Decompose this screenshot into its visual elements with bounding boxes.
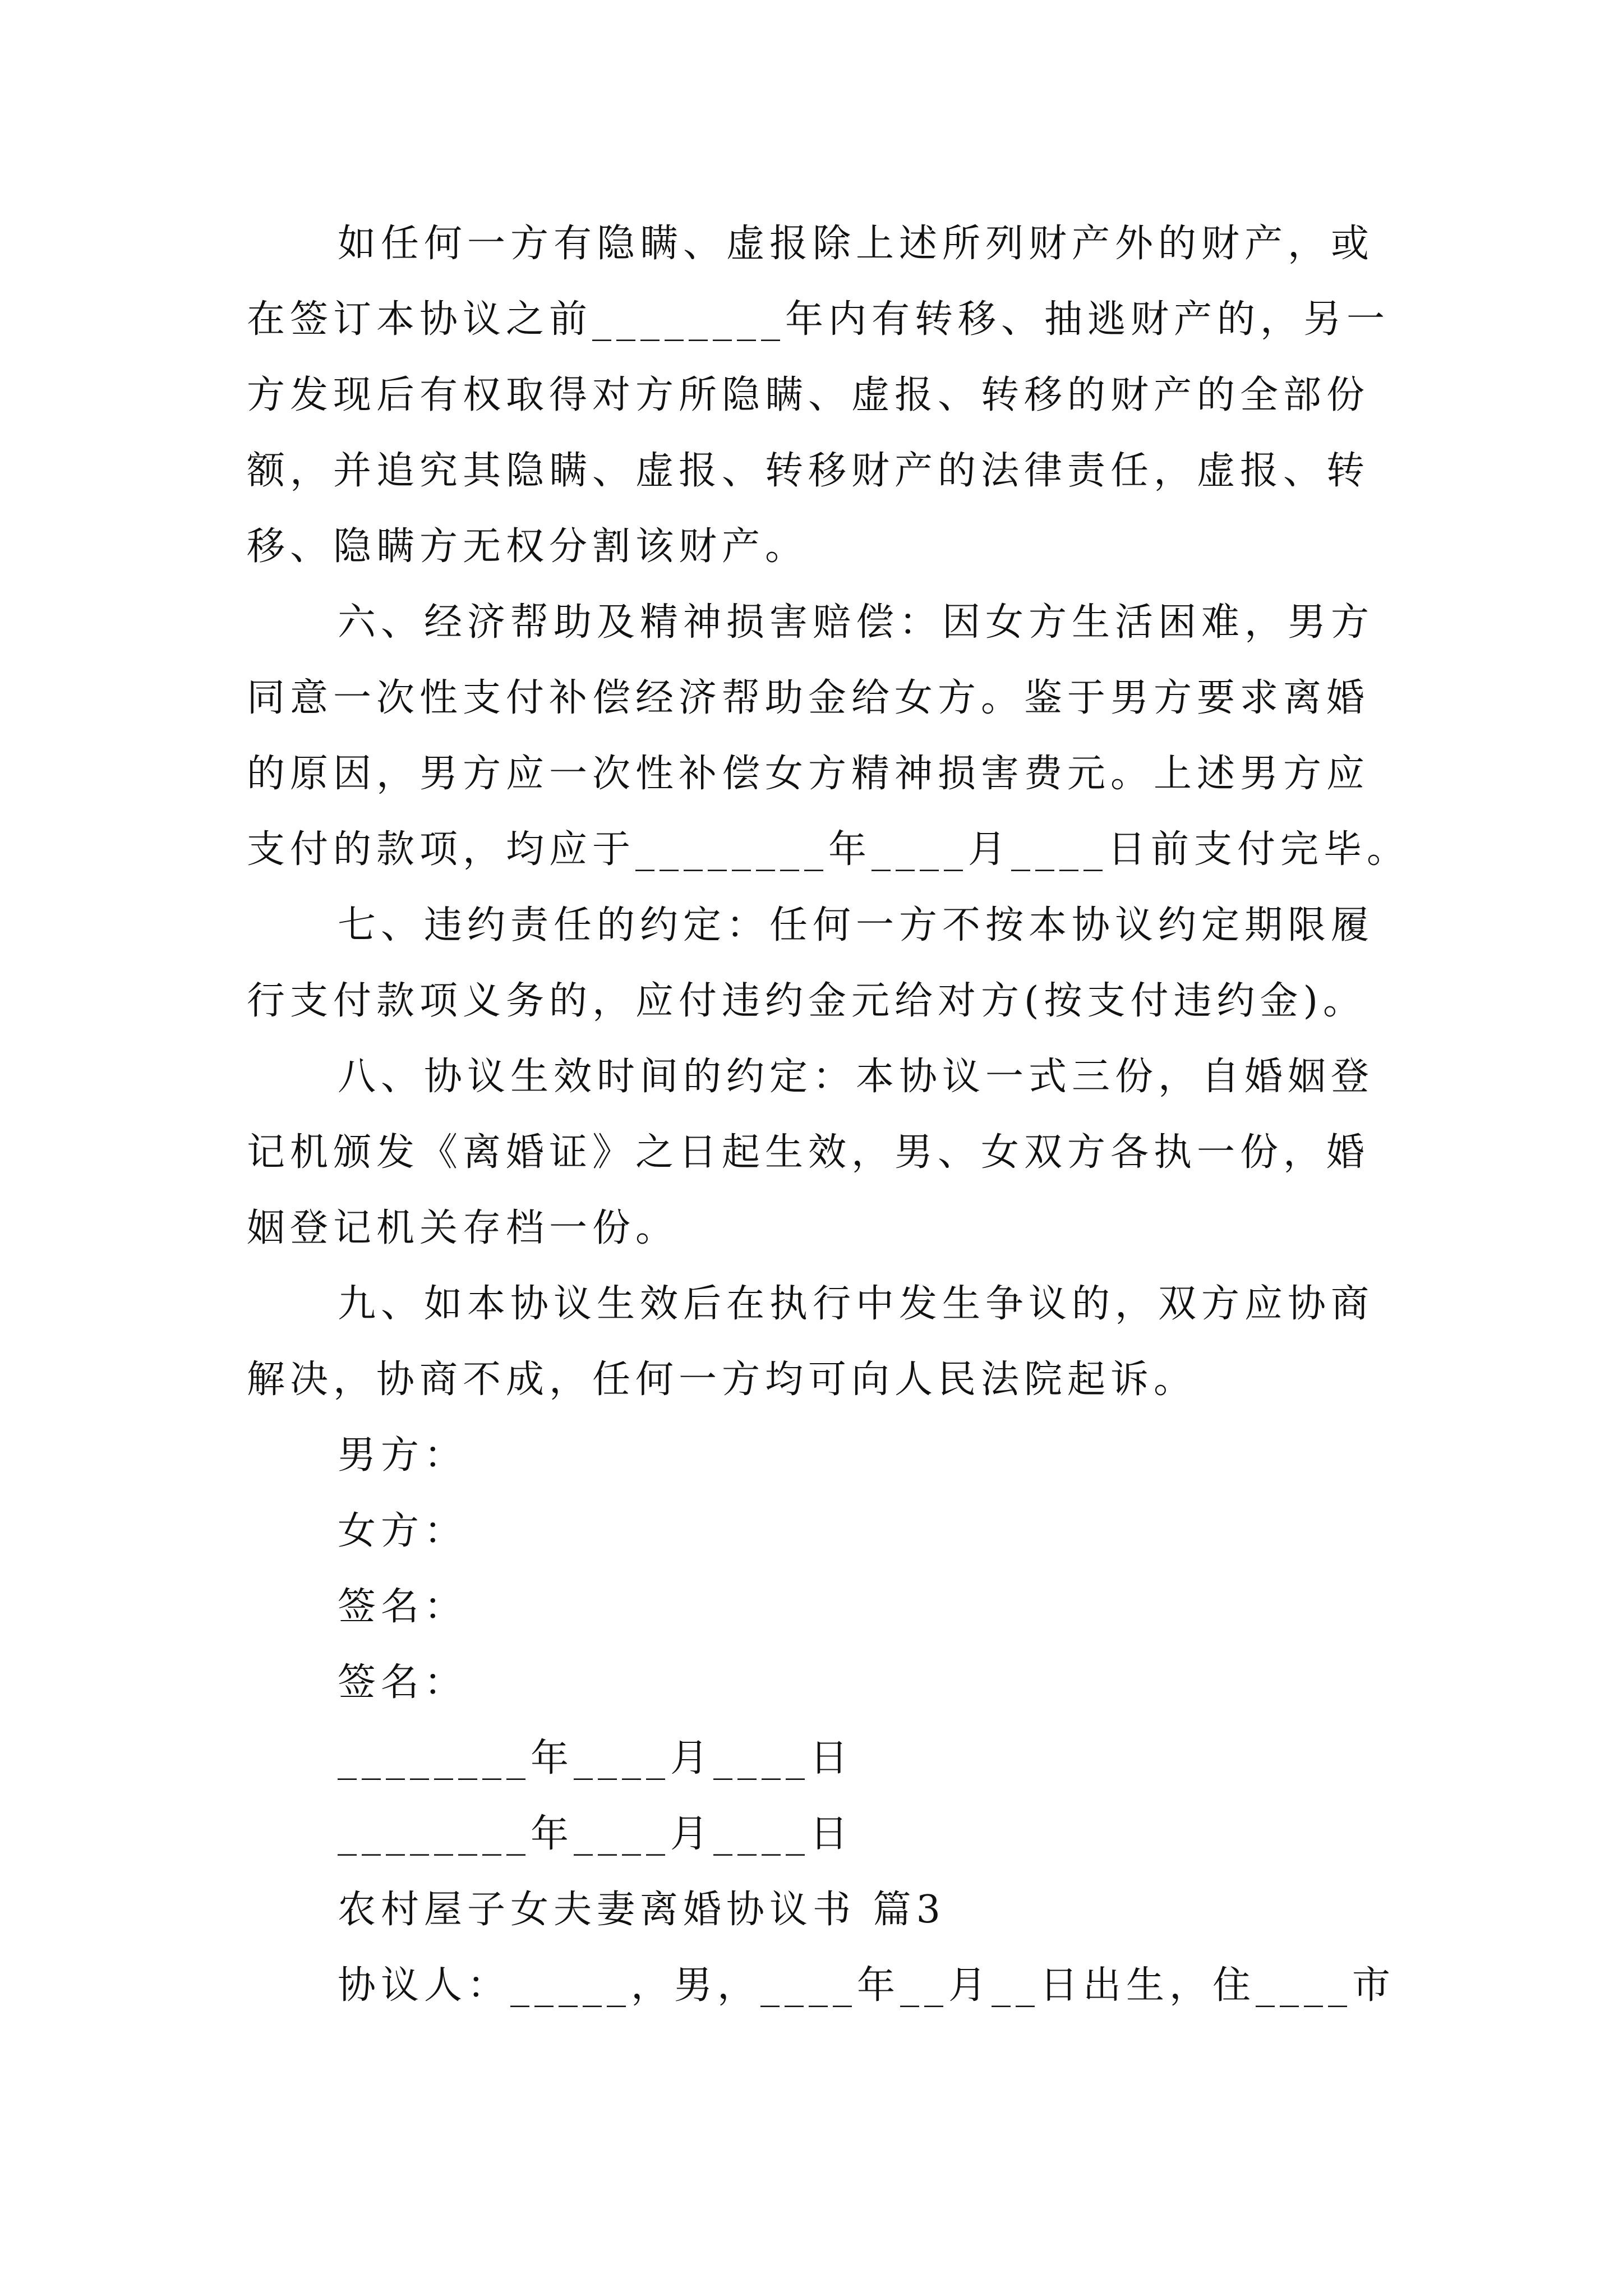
paragraph-line-9: 支付的款项，均应于________年____月____日前支付完毕。 [247,827,1410,872]
paragraph-line-1: 如任何一方有隐瞒、虚报除上述所列财产外的财产，或 [338,222,1375,266]
paragraph-line-13: 记机颁发《离婚证》之日起生效，男、女双方各执一份，婚 [247,1130,1370,1175]
paragraph-line-7: 同意一次性支付补偿经济帮助金给女方。鉴于男方要求离婚 [247,676,1370,720]
signature-name-label-2: 签名： [338,1660,468,1705]
paragraph-line-10: 七、违约责任的约定：任何一方不按本协议约定期限履 [338,903,1375,947]
paragraph-line-14: 姻登记机关存档一份。 [247,1206,679,1250]
signature-female-label: 女方： [338,1509,468,1553]
paragraph-line-4: 额，并追究其隐瞒、虚报、转移财产的法律责任，虚报、转 [247,449,1370,493]
paragraph-line-6: 六、经济帮助及精神损害赔偿：因女方生活困难，男方 [338,600,1375,645]
party-info-line: 协议人：_____，男，____年__月__日出生，住____市 [338,1963,1396,2008]
paragraph-line-12: 八、协议生效时间的约定：本协议一式三份，自婚姻登 [338,1055,1375,1099]
paragraph-line-11: 行支付款项义务的，应付违约金元给对方(按支付违约金)。 [247,979,1367,1023]
signature-date-line-1: ________年____月____日 [338,1736,854,1780]
paragraph-line-5: 移、隐瞒方无权分割该财产。 [247,524,809,569]
paragraph-line-8: 的原因，男方应一次性补偿女方精神损害费元。上述男方应 [247,752,1370,796]
paragraph-line-16: 解决，协商不成，任何一方均可向人民法院起诉。 [247,1358,1197,1402]
paragraph-line-3: 方发现后有权取得对方所隐瞒、虚报、转移的财产的全部份 [247,373,1370,417]
section-heading: 农村屋子女夫妻离婚协议书 篇3 [338,1888,946,1932]
signature-name-label-1: 签名： [338,1585,468,1629]
paragraph-line-15: 九、如本协议生效后在执行中发生争议的，双方应协商 [338,1282,1375,1326]
signature-date-line-2: ________年____月____日 [338,1812,854,1856]
signature-male-label: 男方： [338,1433,468,1478]
paragraph-line-2: 在签订本协议之前________年内有转移、抽逃财产的，另一 [247,297,1390,342]
